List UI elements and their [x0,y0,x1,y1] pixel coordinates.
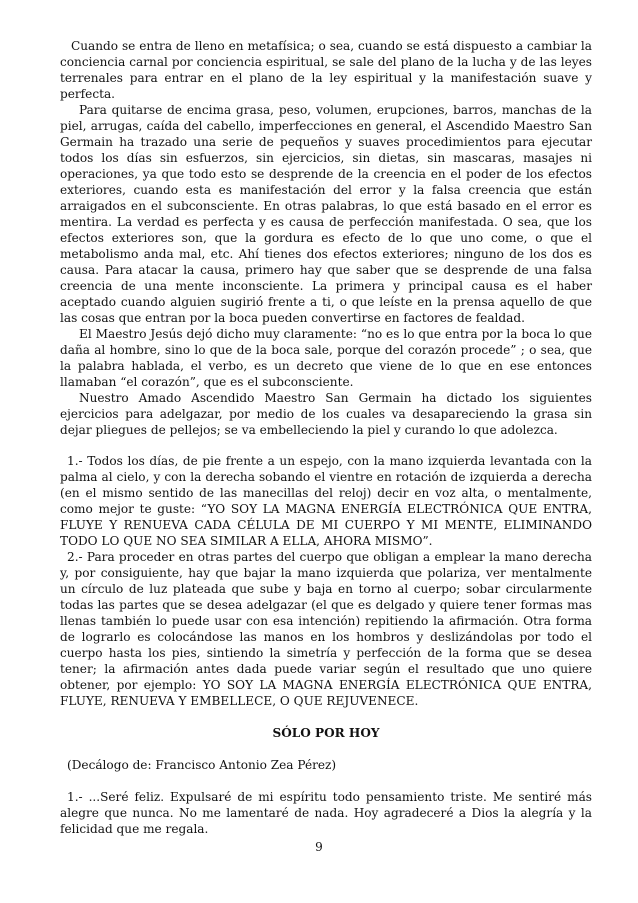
decalogue-item-1: 1.- ...Seré feliz. Expulsaré de mi espíritu todo pensamiento triste. Me sentiré más alegre que nunca. No me lamentaré de nada. Hoy agradeceré a Dios la alegría y la felicidad que me regala. [60,790,592,836]
exercise-item-1: 1.- Todos los días, de pie frente a un espejo, con la mano izquierda levantada con la palma al cielo, y con la derecha sobando el vientre en rotación de izquierda a derecha (en el mismo sentido de las manecillas del reloj) decir en voz alta, o mentalmente, como mejor te guste: “YO SOY LA MAGNA ENERGÍA ELECTRÓNICA QUE ENTRA, FLUYE Y RENUEVA CADA CÉLULA DE MI CUERPO Y MI MENTE, ELIMINANDO TODO LO QUE NO SEA SIMILAR A ELLA, AHORA MISMO”. [60,454,592,548]
section-title: SÓLO POR HOY [272,726,380,740]
paragraph-san-germain-procedures: Para quitarse de encima grasa, peso, volumen, erupciones, barros, manchas de la piel, arrugas, caída del cabello, imperfecciones en general, el Ascendido Maestro San Germain ha trazado una serie de pequeños y suaves procedimientos para ejecutar todos los días sin esfuerzos, sin ejercicios, sin dietas, sin mascaras, masajes ni operaciones, ya que todo esto se desprende de la creencia en el poder de los efectos exteriores, cuando esta es manifestación del error y la falsa creencia que están arraigados en el subconsciente. En otras palabras, lo que está basado en el error es mentira. La verdad es perfecta y es causa de perfección manifestada. O sea, que los efectos exteriores son, que la gordura es efecto de lo que uno come, o que el metabolismo anda mal, etc. Ahí tienes dos efectos exteriores; ninguno de los dos es causa. Para atacar la causa, primero hay que saber que se desprende de una falsa creencia de una mente inconsciente. La primera y principal causa es el haber aceptado cuando alguien sugirió frente a ti, o que leíste en la prensa aquello de que las cosas que entran por la boca pueden convertirse en factores de fealdad. [60,103,592,325]
attribution-line: (Decálogo de: Francisco Antonio Zea Pérez) [67,758,337,772]
paragraph-maestro-jesus: El Maestro Jesús dejó dicho muy claramente: “no es lo que entra por la boca lo que daña al hombre, sino lo que de la boca sale, porque del corazón procede” ; o sea, que la palabra hablada, el verbo, es un decreto que viene de lo que en ese entonces llamaban “el corazón”, que es el subconsciente. [60,327,592,389]
page-body [60,38,592,837]
paragraph-metaphysics-intro: Cuando se entra de lleno en metafísica; o sea, cuando se está dispuesto a cambiar la conciencia carnal por conciencia espiritual, se sale del plano de la lucha y de las leyes terrenales para entrar en el plano de la ley espiritual y la manifestación suave y perfecta. [60,39,592,101]
exercise-item-2: 2.- Para proceder en otras partes del cuerpo que obligan a emplear la mano derecha y, por consiguiente, hay que bajar la mano izquierda que polariza, ver mentalmente un círculo de luz plateada que sube y baja en torno al cuerpo; sobar circularmente todas las partes que se desea adelgazar (el que es delgado y quiere tener formas mas llenas también lo puede usar con esa intención) repitiendo la afirmación. Otra forma de lograrlo es colocándose las manos en los hombros y deslizándolas por todo el cuerpo hasta los pies, sintiendo la simetría y perfección de la forma que se desea tener; la afirmación antes dada puede variar según el resultado que uno quiere obtener, por ejemplo: YO SOY LA MAGNA ENERGÍA ELECTRÓNICA QUE ENTRA, FLUYE, RENUEVA Y EMBELLECE, O QUE REJUVENECE. [60,550,592,708]
paragraph-exercises-intro: Nuestro Amado Ascendido Maestro San Germain ha dictado los siguientes ejercicios para adelgazar, por medio de los cuales va desapareciendo la grasa sin dejar pliegues de pellejos; se va embelleciendo la piel y curando lo que adolezca. [60,391,592,437]
page-number: 9 [315,840,323,854]
